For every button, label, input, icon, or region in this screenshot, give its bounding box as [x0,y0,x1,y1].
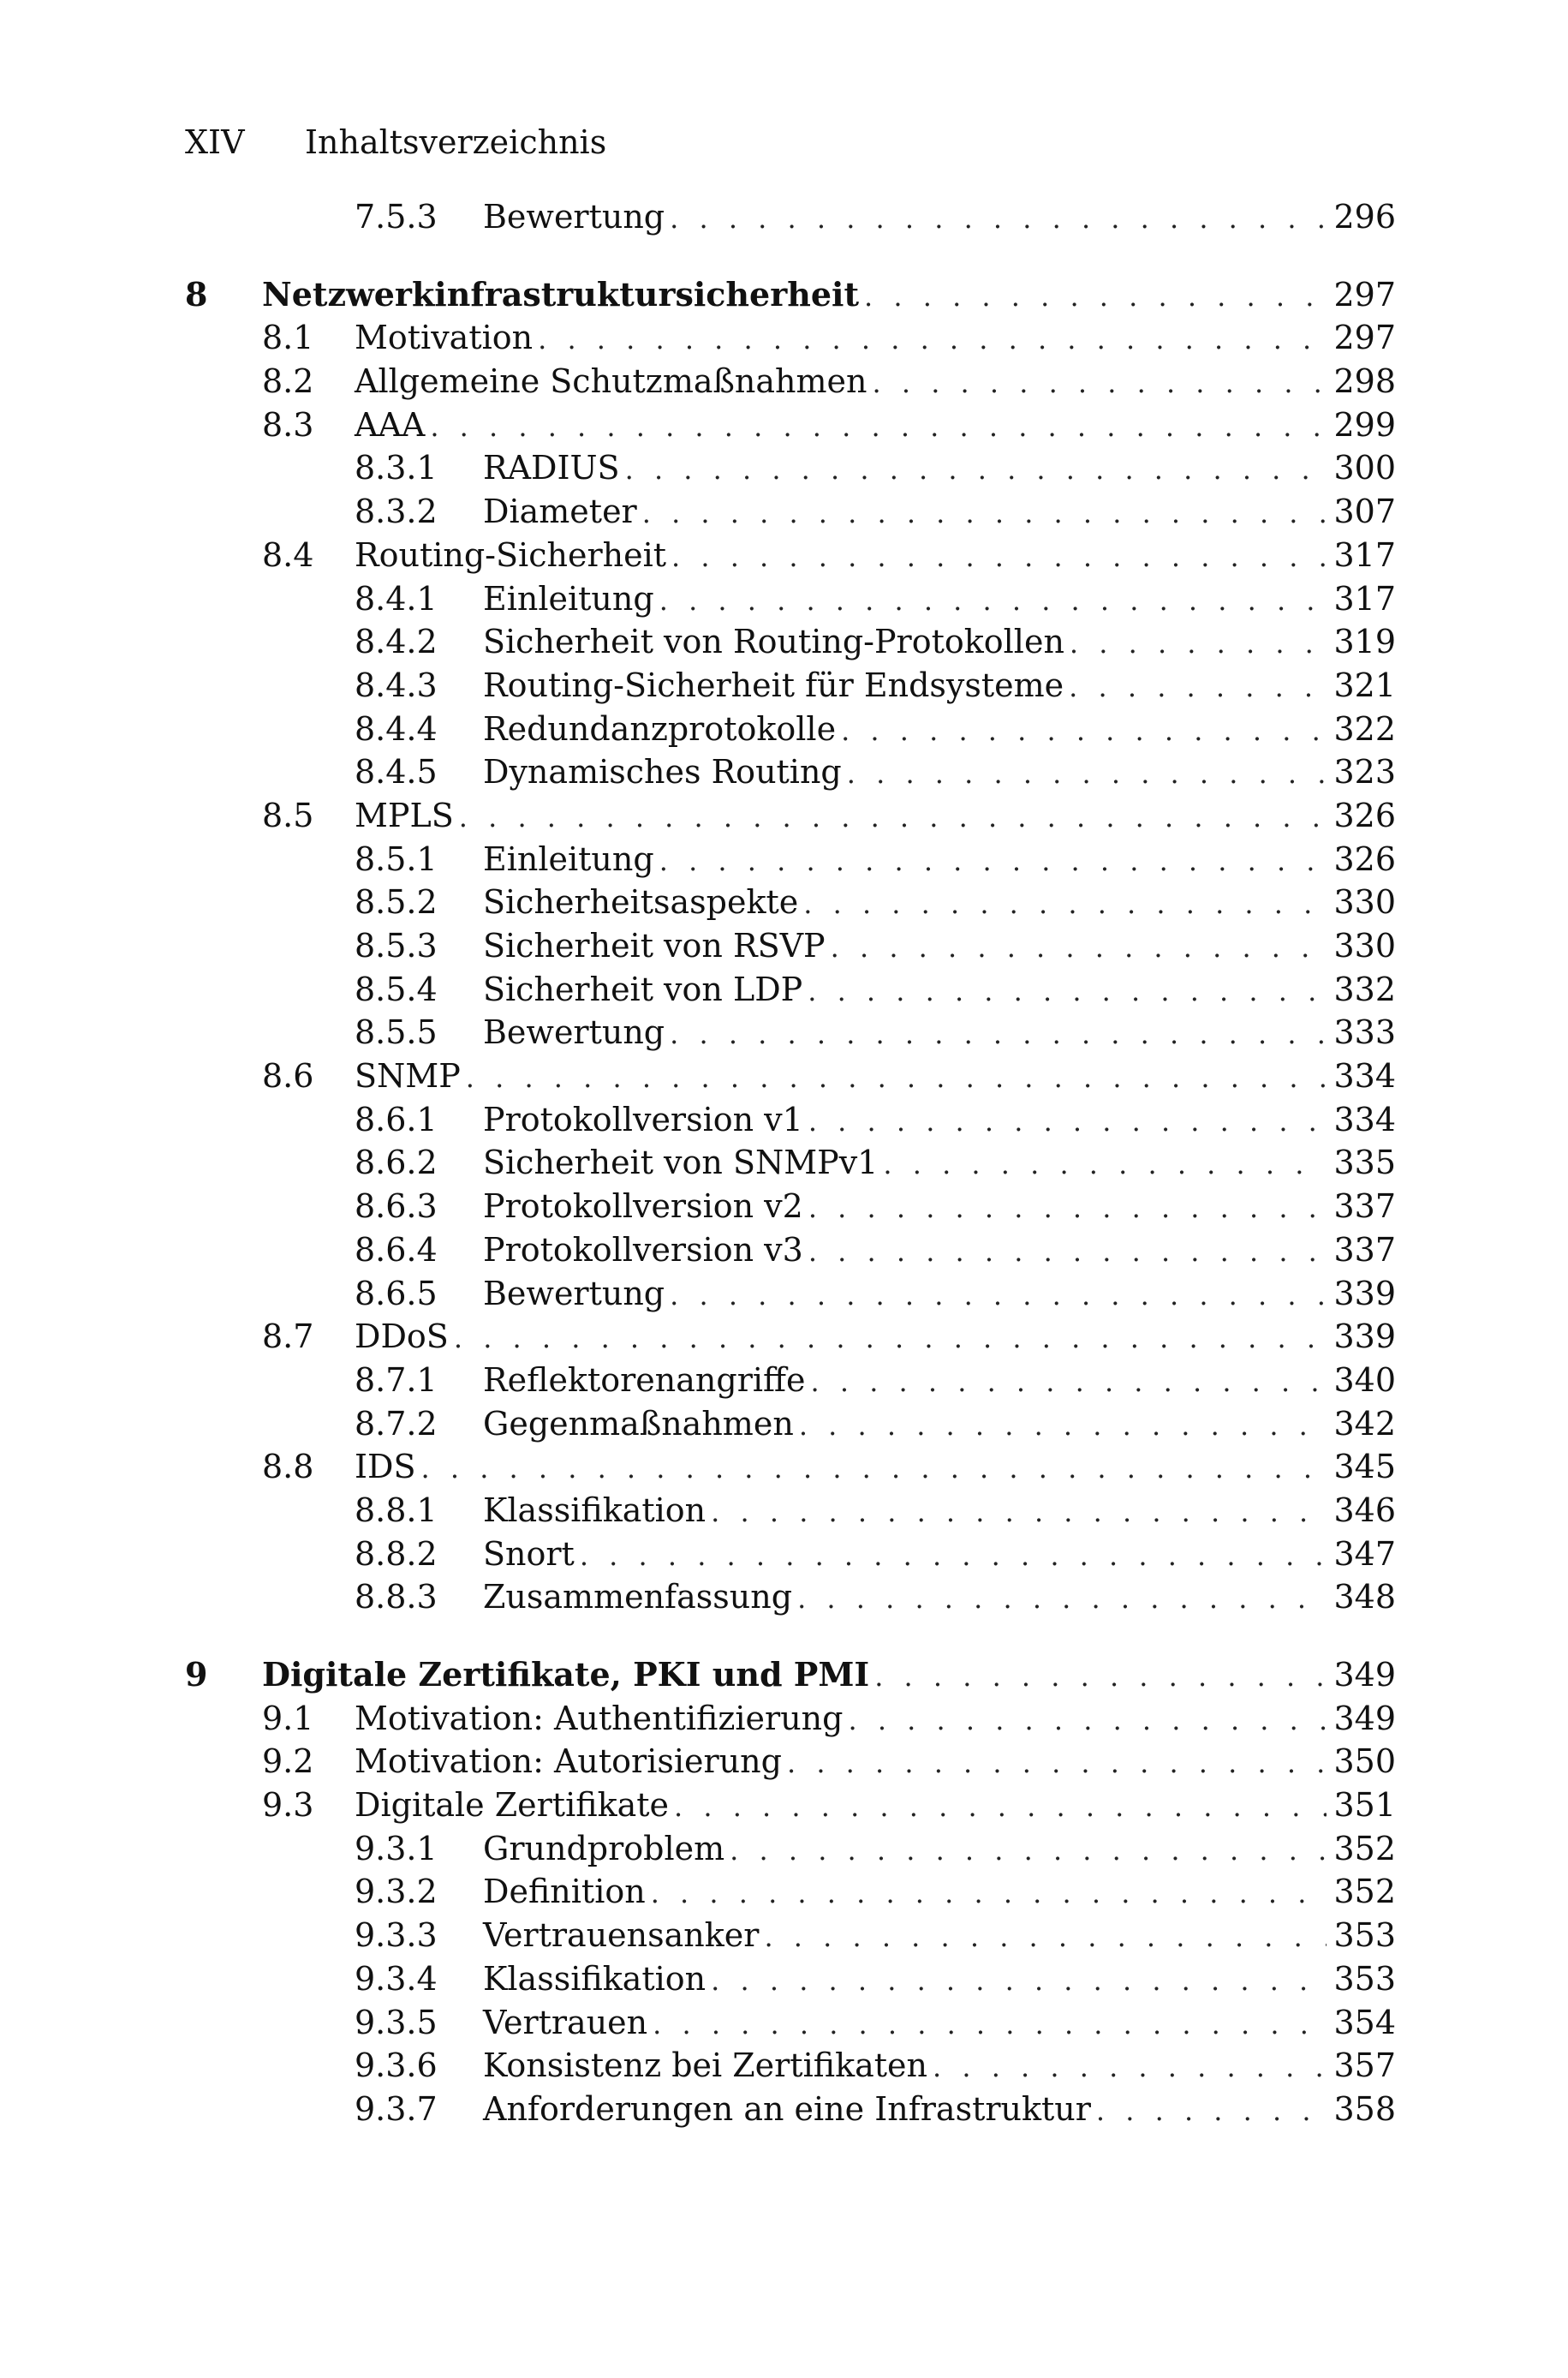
toc-entry-number: 8.5.2 [355,883,438,922]
toc-entry-line [483,2088,1396,2133]
dot-leader [933,2046,1327,2089]
toc-entry [185,794,1396,838]
toc-entry-number: 9.1 [262,1699,314,1737]
toc-entry-title: RADIUS [483,449,620,487]
toc-entry-title: Motivation [355,319,534,357]
toc-entry-title: Reflektorenangriffe [483,1360,806,1399]
toc-entry-page: 323 [1333,753,1396,792]
toc-entry-page: 319 [1333,623,1396,661]
toc-entry [185,664,1396,708]
toc-entry-line [355,794,1396,839]
toc-entry-page: 330 [1333,883,1396,922]
table-of-contents [185,195,1396,2131]
toc-entry-line [483,577,1396,623]
toc-entry [185,1697,1396,1741]
toc-entry-page: 337 [1333,1230,1396,1269]
toc-entry-line [355,534,1396,579]
toc-entry [185,360,1396,403]
dot-leader [670,197,1327,241]
toc-entry [185,316,1396,360]
toc-entry-number: 8.2 [262,362,314,401]
toc-entry [185,1185,1396,1228]
toc-entry [185,1402,1396,1446]
toc-entry-line [355,316,1396,361]
toc-entry-line [483,446,1396,492]
toc-entry-page: 326 [1333,796,1396,834]
toc-entry-title: Bewertung [483,1013,665,1052]
toc-entry-page: 332 [1333,970,1396,1008]
toc-entry-number: 8.3.2 [355,493,438,531]
toc-entry-page: 300 [1333,449,1396,487]
toc-entry-page: 354 [1333,2003,1396,2041]
toc-entry-title: Protokollversion v2 [483,1187,803,1226]
toc-entry [185,620,1396,664]
dot-leader [466,1056,1327,1100]
toc-entry-title: Klassifikation [483,1491,706,1529]
toc-entry-line [483,1011,1396,1056]
toc-entry-number: 8.4.3 [355,666,438,704]
toc-entry-line [483,1957,1396,2003]
toc-entry-title: Sicherheit von Routing-Protokollen [483,623,1064,661]
toc-entry-number: 8.7.1 [355,1360,438,1399]
toc-entry-title: Motivation: Autorisierung [355,1742,782,1781]
toc-entry-number: 8.6 [262,1057,314,1096]
toc-entry-number: 8 [185,274,208,314]
toc-entry-line [483,838,1396,883]
toc-entry-line [355,403,1396,449]
toc-entry-number: 8.1 [262,319,314,357]
toc-entry-line [483,1185,1396,1230]
toc-entry-line [483,490,1396,535]
dot-leader [883,1143,1327,1186]
dot-leader [831,926,1327,970]
toc-entry-title: Redundanzprotokolle [483,709,837,748]
toc-entry [185,1533,1396,1576]
dot-leader [671,535,1327,579]
toc-entry-line [355,1784,1396,1829]
toc-entry-line [483,664,1396,709]
toc-entry [185,2001,1396,2045]
toc-entry [185,534,1396,577]
dot-leader [874,1655,1327,1699]
toc-entry-title: Diameter [483,493,637,531]
toc-entry-page: 347 [1333,1534,1396,1573]
toc-entry-number: 8.6.5 [355,1274,438,1312]
toc-entry [185,1228,1396,1272]
toc-entry [185,1575,1396,1619]
toc-entry-title: Sicherheit von SNMPv1 [483,1144,879,1182]
toc-entry-number: 9.3.5 [355,2003,438,2041]
toc-entry-title: Gegenmaßnahmen [483,1404,794,1443]
header-title: Inhaltsverzeichnis [305,123,607,161]
dot-leader [797,1577,1327,1621]
toc-entry-line [355,1740,1396,1785]
toc-entry-number: 9.2 [262,1742,314,1781]
dot-leader [421,1447,1327,1491]
toc-entry-number: 9.3.6 [355,2046,438,2085]
dot-leader [430,405,1327,449]
toc-entry-page: 353 [1333,1916,1396,1955]
toc-entry-number: 8.8.2 [355,1534,438,1573]
toc-entry-title: MPLS [355,796,454,834]
toc-entry-title: Allgemeine Schutzmaßnahmen [355,362,867,401]
toc-entry-number: 9.3.3 [355,1916,438,1955]
toc-entry [185,838,1396,881]
dot-leader [864,275,1327,319]
toc-entry-title: Sicherheitsaspekte [483,883,799,922]
toc-entry [185,1055,1396,1098]
toc-entry-number: 9.3.1 [355,1829,438,1867]
toc-entry-line [483,2044,1396,2089]
toc-entry-title: Sicherheit von LDP [483,970,803,1008]
toc-entry-line [483,1359,1396,1404]
toc-entry-title: Protokollversion v3 [483,1230,803,1269]
toc-entry-title: AAA [355,405,426,444]
toc-entry-line [262,1653,1396,1699]
dot-leader [659,579,1327,623]
toc-entry-page: 342 [1333,1404,1396,1443]
toc-entry-title: Netzwerkinfrastruktursicherheit [262,274,860,314]
toc-entry-page: 345 [1333,1448,1396,1486]
toc-entry-number: 9.3.2 [355,1873,438,1911]
toc-entry-line [483,1272,1396,1317]
toc-entry-title: DDoS [355,1317,449,1356]
toc-entry-number: 9.3.7 [355,2089,438,2128]
toc-entry-page: 330 [1333,927,1396,965]
dot-leader [580,1534,1327,1578]
toc-entry-number: 8.4.2 [355,623,438,661]
toc-entry [185,1272,1396,1316]
dot-leader [808,1230,1327,1274]
toc-entry-page: 298 [1333,362,1396,401]
toc-chapter-entry [185,273,1396,317]
toc-entry-line [355,1697,1396,1742]
toc-entry [185,1914,1396,1957]
toc-entry-title: Digitale Zertifikate [355,1786,670,1825]
toc-entry-line [483,1827,1396,1873]
dot-leader [764,1915,1327,1959]
toc-entry-title: Bewertung [483,1274,665,1312]
toc-entry-number: 8.8 [262,1448,314,1486]
toc-entry [185,2044,1396,2088]
toc-entry-page: 307 [1333,493,1396,531]
dot-leader [459,796,1327,839]
dot-leader [651,1872,1327,1915]
toc-entry-page: 350 [1333,1742,1396,1781]
toc-entry-page: 349 [1333,1656,1396,1694]
toc-entry-line [355,1055,1396,1100]
toc-entry-page: 317 [1333,579,1396,618]
toc-entry-number: 8.6.1 [355,1100,438,1138]
toc-entry-line [483,1870,1396,1915]
toc-entry-number: 9.3.4 [355,1959,438,1998]
toc-entry-page: 339 [1333,1317,1396,1356]
toc-entry-page: 334 [1333,1057,1396,1096]
dot-leader [625,448,1327,492]
toc-entry-number: 8.5.1 [355,839,438,878]
toc-entry-title: Grundproblem [483,1829,725,1867]
toc-entry-number: 7.5.3 [355,198,438,236]
dot-leader [670,1274,1327,1317]
toc-entry-page: 297 [1333,275,1396,314]
toc-entry-line [483,1575,1396,1621]
dot-leader [808,1100,1327,1144]
toc-entry [185,446,1396,490]
toc-entry-title: SNMP [355,1057,461,1096]
toc-entry-number: 8.6.3 [355,1187,438,1226]
toc-entry-page: 333 [1333,1013,1396,1052]
toc-entry-title: Einleitung [483,839,654,878]
toc-entry-number: 8.8.1 [355,1491,438,1529]
toc-entry [185,403,1396,447]
toc-entry-number: 8.6.4 [355,1230,438,1269]
toc-entry [185,195,1396,239]
dot-leader [538,318,1327,361]
toc-entry-line [483,750,1396,796]
toc-entry [185,750,1396,794]
toc-entry-page: 322 [1333,709,1396,748]
toc-entry-page: 321 [1333,666,1396,704]
toc-entry [185,1870,1396,1914]
dot-leader [454,1317,1327,1360]
toc-entry-title: Einleitung [483,579,654,618]
toc-entry [185,1011,1396,1055]
toc-entry [185,1315,1396,1359]
toc-entry-title: Anforderungen an eine Infrastruktur [483,2089,1091,2128]
toc-entry-number: 8.4 [262,535,314,574]
toc-entry [185,924,1396,968]
dot-leader [653,2003,1327,2046]
toc-entry-page: 337 [1333,1187,1396,1226]
toc-entry-page: 346 [1333,1491,1396,1529]
toc-entry-number: 8.3 [262,405,314,444]
toc-entry-number: 9 [185,1655,208,1694]
dot-leader [808,1186,1327,1230]
toc-entry-number: 8.4.4 [355,709,438,748]
toc-entry-page: 352 [1333,1873,1396,1911]
toc-entry-line [483,1098,1396,1144]
toc-entry [185,1489,1396,1533]
toc-entry-page: 317 [1333,535,1396,574]
toc-entry-page: 358 [1333,2089,1396,2128]
toc-entry [185,1141,1396,1185]
dot-leader [642,492,1327,535]
dot-leader [841,709,1327,753]
toc-entry-line [483,968,1396,1013]
dot-leader [1069,666,1327,709]
toc-entry-page: 339 [1333,1274,1396,1312]
toc-entry-number: 8.8.3 [355,1578,438,1616]
toc-entry-title: IDS [355,1448,416,1486]
toc-entry-line [483,1402,1396,1448]
toc-entry [185,1957,1396,2001]
toc-entry-page: 299 [1333,405,1396,444]
toc-entry [185,1740,1396,1784]
toc-entry [185,1827,1396,1871]
toc-entry [185,2088,1396,2131]
toc-entry-line [483,1533,1396,1578]
toc-entry-page: 351 [1333,1786,1396,1825]
dot-leader [847,752,1327,796]
toc-entry-page: 340 [1333,1360,1396,1399]
dot-leader [674,1785,1327,1829]
toc-entry-title: Klassifikation [483,1959,706,1998]
toc-entry-page: 352 [1333,1829,1396,1867]
toc-entry-line [483,1489,1396,1534]
toc-entry-line [483,1914,1396,1959]
toc-entry-line [483,620,1396,666]
toc-entry-line [483,1141,1396,1186]
dot-leader [799,1404,1327,1448]
toc-entry-title: Zusammenfassung [483,1578,793,1616]
toc-entry-title: Motivation: Authentifizierung [355,1699,844,1737]
dot-leader [1070,622,1327,666]
toc-entry-number: 8.7.2 [355,1404,438,1443]
dot-leader [1096,2089,1327,2133]
dot-leader [873,361,1327,405]
toc-entry-title: Definition [483,1873,646,1911]
toc-chapter-entry [185,1653,1396,1697]
toc-entry-title: Snort [483,1534,575,1573]
toc-entry-number: 8.5.4 [355,970,438,1008]
toc-entry-line [355,1445,1396,1491]
toc-entry-title: Vertrauen [483,2003,648,2041]
toc-entry-line [262,273,1396,319]
toc-entry-page: 353 [1333,1959,1396,1998]
toc-entry-number: 8.5.3 [355,927,438,965]
toc-entry [185,1359,1396,1402]
toc-entry-number: 8.4.5 [355,753,438,792]
toc-entry [185,881,1396,924]
toc-entry-page: 334 [1333,1100,1396,1138]
dot-leader [811,1360,1327,1404]
dot-leader [659,839,1327,883]
toc-entry-number: 8.6.2 [355,1144,438,1182]
header-page-number: XIV [185,123,245,161]
toc-entry-title: Digitale Zertifikate, PKI und PMI [262,1655,870,1694]
toc-entry-number: 8.5.5 [355,1013,438,1052]
dot-leader [803,882,1327,926]
toc-entry-page: 297 [1333,319,1396,357]
dot-leader [730,1829,1327,1873]
toc-entry-title: Protokollversion v1 [483,1100,803,1138]
toc-entry-number: 8.5 [262,796,314,834]
running-header [185,118,606,166]
dot-leader [808,970,1327,1013]
toc-entry-line [483,2001,1396,2046]
dot-leader [711,1491,1327,1534]
toc-entry [185,708,1396,751]
toc-entry-line [483,195,1396,241]
toc-entry [185,1445,1396,1489]
toc-entry [185,577,1396,621]
toc-entry-title: Bewertung [483,198,665,236]
toc-entry-number: 8.4.1 [355,579,438,618]
toc-entry-title: Sicherheit von RSVP [483,927,826,965]
toc-entry [185,968,1396,1012]
toc-entry-line [483,881,1396,926]
toc-entry-line [355,1315,1396,1360]
toc-entry-title: Routing-Sicherheit [355,535,667,574]
dot-leader [848,1699,1327,1742]
toc-entry-line [355,360,1396,405]
toc-entry [185,1784,1396,1827]
toc-entry-title: Routing-Sicherheit für Endsysteme [483,666,1064,704]
toc-entry-title: Vertrauensanker [483,1916,760,1955]
toc-entry-page: 326 [1333,839,1396,878]
dot-leader [787,1742,1327,1785]
toc-entry-title: Dynamisches Routing [483,753,842,792]
toc-entry-number: 8.3.1 [355,449,438,487]
toc-entry-page: 348 [1333,1578,1396,1616]
toc-entry-page: 349 [1333,1699,1396,1737]
toc-entry-number: 8.7 [262,1317,314,1356]
toc-entry-line [483,1228,1396,1274]
toc-entry [185,490,1396,534]
dot-leader [711,1959,1327,2003]
toc-entry-page: 335 [1333,1144,1396,1182]
toc-entry [185,1098,1396,1142]
dot-leader [670,1013,1327,1056]
toc-entry-page: 296 [1333,198,1396,236]
toc-entry-number: 9.3 [262,1786,314,1825]
toc-entry-line [483,924,1396,970]
toc-entry-line [483,708,1396,753]
toc-entry-page: 357 [1333,2046,1396,2085]
toc-entry-title: Konsistenz bei Zertifikaten [483,2046,927,2085]
